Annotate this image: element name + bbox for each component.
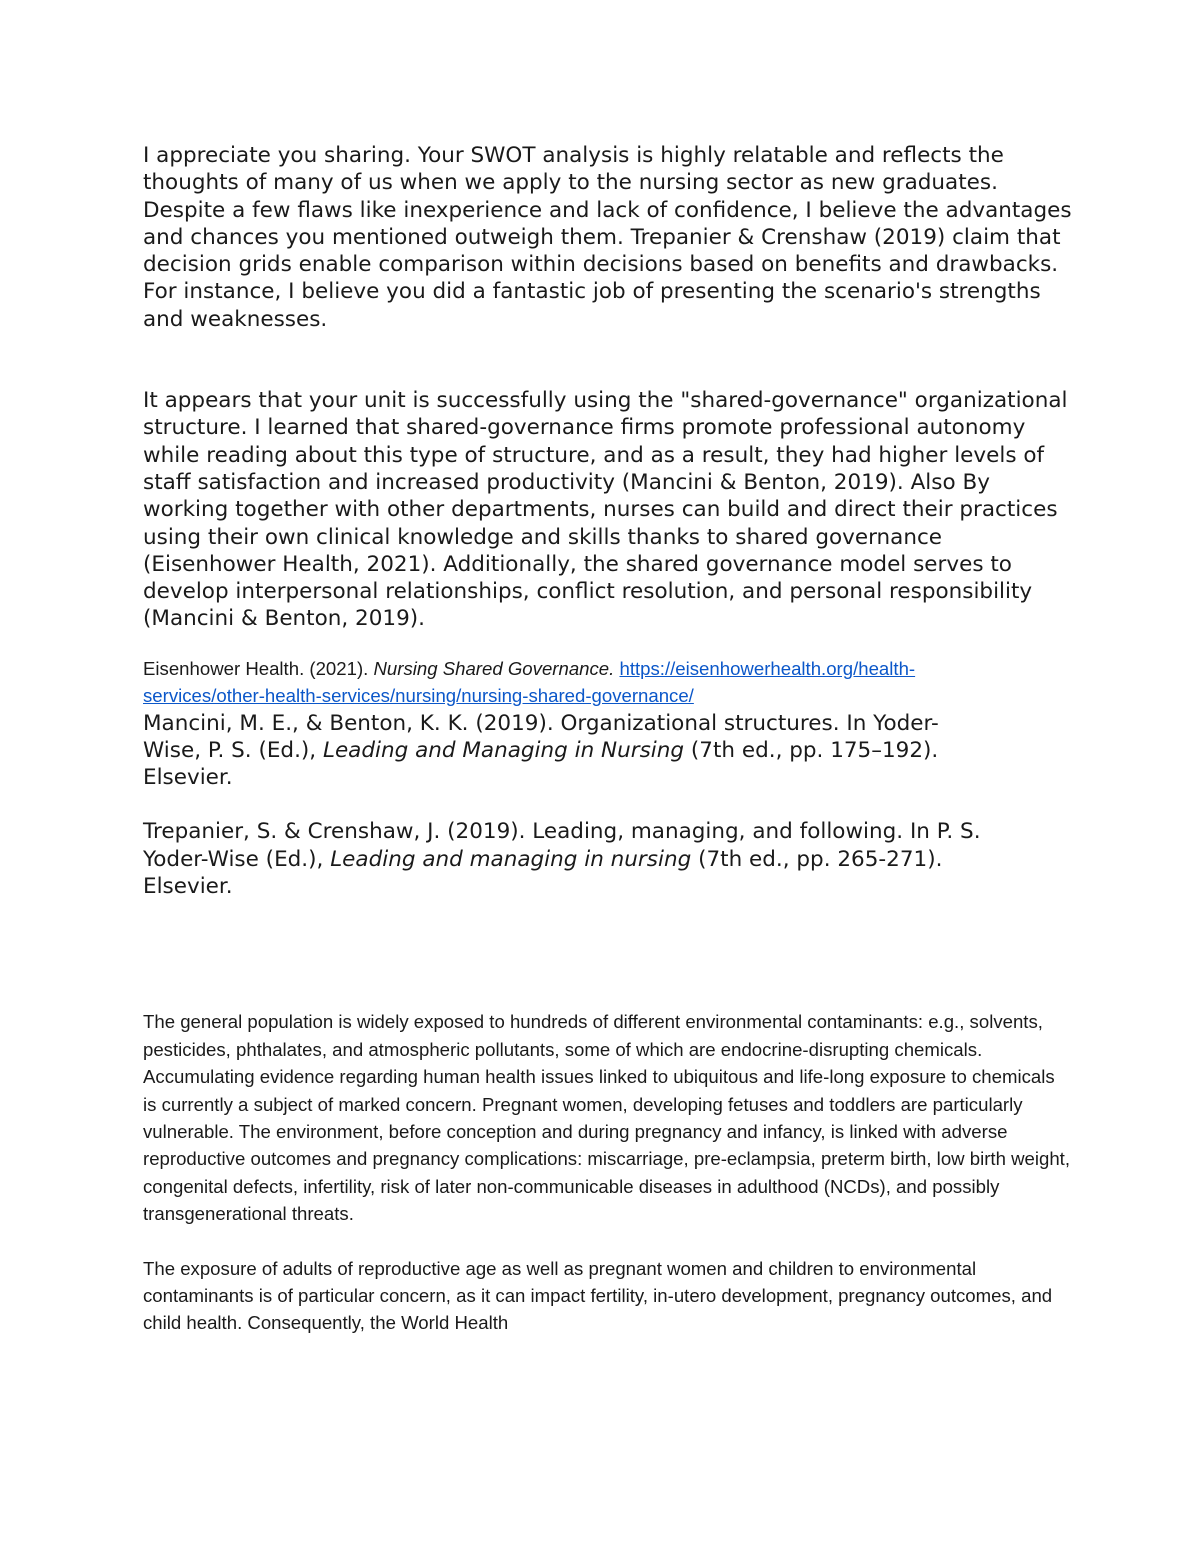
reference-editor: Wise, P. S. (Ed.), [143,737,323,763]
paragraph-shared-governance: It appears that your unit is successfully using the "shared-governance" organizational structure. I learned that shared-governance firms promote professional autonomy while reading about this type of structure, and as a result, they had higher levels of staff satisfaction and increased productivity (Mancini & Benton, 2019). Also By working together with other departments, nurses can build and direct their practices using their own clinical knowledge and skills thanks to shared governance (Eisenhower Health, 2021). Additionally, the shared governance model serves to develop interpersonal relationships, conflict resolution, and personal responsibility (Mancini & Benton, 2019). [143,388,1068,632]
reference-edition: (7th ed., pp. 265-271). [691,846,943,872]
reference-trepanier [143,818,1073,900]
reference-author-year: Eisenhower Health. (2021). [143,657,374,679]
reference-url-link-continued[interactable]: services/other-health-services/nursing/nursing-shared-governance/ [143,685,694,707]
paragraph-environmental-contaminants: The general population is widely exposed to hundreds of different environmental contaminants: e.g., solvents, pesticides, phthalates, and atmospheric pollutants, some of which are endocrine-disrupting chemicals. Accumulating evidence regarding human health issues linked to ubiquitous and life-long exposure to chemicals is currently a subject of marked concern. Pregnant women, developing fetuses and toddlers are particularly vulnerable. The environment, before conception and during pregnancy and infancy, is linked with adverse reproductive outcomes and pregnancy complications: miscarriage, pre-eclampsia, preterm birth, low birth weight, congenital defects, infertility, risk of later non-communicable diseases in adulthood (NCDs), and possibly transgenerational threats. [143,1011,1071,1225]
paragraph-exposure-concern: The exposure of adults of reproductive age as well as pregnant women and children to environmental contaminants is of particular concern, as it can impact fertility, in-utero development, pregnancy outcomes, and child health. Consequently, the World Health [143,1257,1053,1334]
reference-mancini-line1: Mancini, M. E., & Benton, K. K. (2019). Organizational structures. In Yoder- [143,710,939,736]
reference-trepanier-line3: Elsevier. [143,874,233,900]
reference-book-title: Leading and managing in nursing [330,846,692,872]
reference-trepanier-line2 [143,846,1073,873]
reference-title: Nursing Shared Governance. [373,657,615,679]
reference-eisenhower-line2 [143,682,1073,709]
reference-editor: Yoder-Wise (Ed.), [143,846,331,872]
reference-mancini-line2 [143,737,1073,764]
reference-book-title: Leading and Managing in Nursing [322,737,685,763]
reference-trepanier-line1: Trepanier, S. & Crenshaw, J. (2019). Leading, managing, and following. In P. S. [143,819,981,845]
paragraph-swot-response: I appreciate you sharing. Your SWOT analysis is highly relatable and reflects the thoughts of many of us when we apply to the nursing sector as new graduates. Despite a few flaws like inexperience and lack of confidence, I believe the advantages and chances you mentioned outweigh them. Trepanier & Crenshaw (2019) claim that decision grids enable comparison within decisions based on benefits and drawbacks. For instance, I believe you did a fantastic job of presenting the scenario's strengths and weaknesses. [143,143,1072,332]
reference-eisenhower [143,655,1073,710]
reference-url-link[interactable]: https://eisenhowerhealth.org/health- [619,657,916,679]
reference-edition: (7th ed., pp. 175–192). [684,737,939,763]
reference-mancini [143,710,1073,792]
reference-eisenhower-line1 [143,655,1073,682]
document-page [143,142,1073,1337]
reference-mancini-line3: Elsevier. [143,765,233,791]
